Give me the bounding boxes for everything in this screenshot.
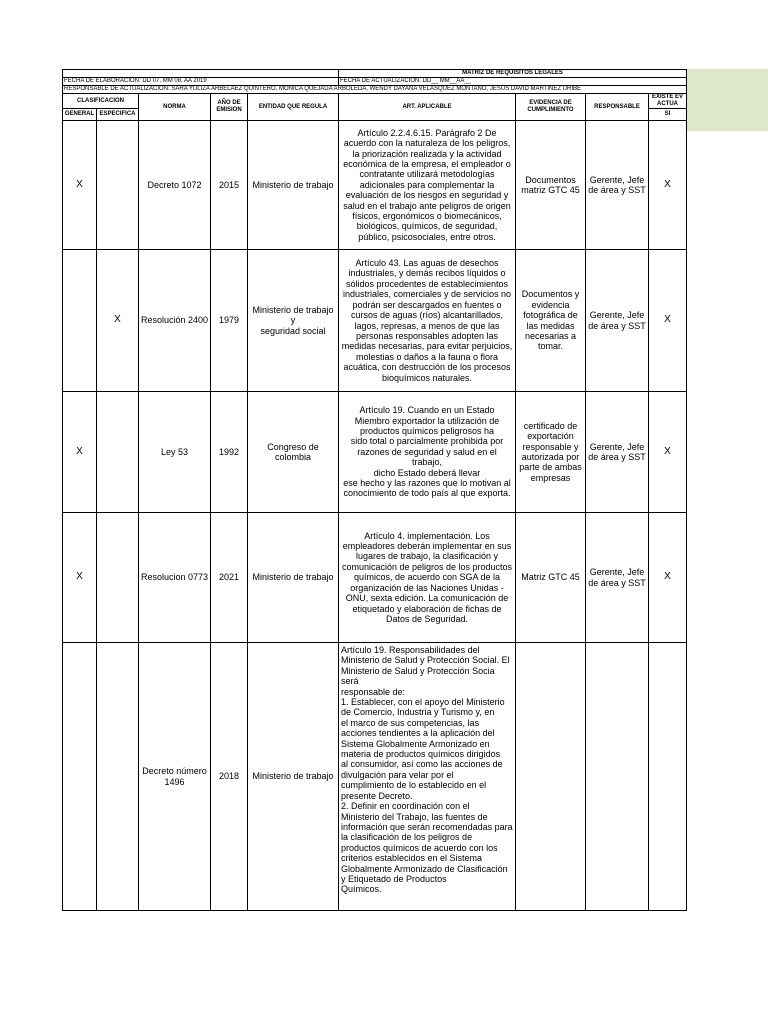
articulo-cell: Artículo 4. implementación. Los empleadores deberán implementar en sus lugares de trabajo, la clasificación y comunicación de peligros de los productos químicos, de acuerdo con SGA de la organización de las Naciones Unidas - ONU, sexta edición. La comunicación de etiquetado y elaboración de fichas de Datos de Seguridad. [339,513,516,643]
norma-cell: Ley 53 [139,392,211,513]
norma-cell: Resolución 2400 [139,250,211,392]
table-row [63,392,687,513]
norma-cell: Decreto 1072 [139,121,211,250]
responsable-cell: Gerente, Jefe de área y SST [586,250,649,392]
responsable-cell: Gerente, Jefe de área y SST [586,121,649,250]
anio-cell: 2018 [211,643,248,911]
matrix-title: MATRIZ DE REQUISITOS LEGALES [339,70,687,78]
anio-cell: 1992 [211,392,248,513]
fecha-actualizacion: FECHA DE ACTUALIZACION: DD__ MM__AA__ [339,78,687,86]
entidad-cell: Ministerio de trabajo [248,513,339,643]
col-responsable: RESPONSABLE [586,94,649,121]
especifica-cell [97,643,139,911]
table-row [63,513,687,643]
responsables: RESPONSABLE DE ACTUALIZACION: SARA YULIZA ARBELAEZ QUINTERO, MONICA QUEJADA ARBOLEDA, WENDY DAYANA VELASQUEZ MONTAÑO, JESUS DAVID MARTINEZ URIBE [63,86,687,94]
col-clasificacion: CLASIFICACION [63,94,139,109]
table-row [63,250,687,392]
norma-cell: Resolucion 0773 [139,513,211,643]
evidencia-cell: certificado de exportación responsable y autorizada por parte de ambas empresas [516,392,586,513]
col-anio: AÑO DE EMISION [211,94,248,121]
entidad-cell: Ministerio de trabajo [248,643,339,911]
si-cell: X [649,121,687,250]
entidad-cell: Congreso de colombia [248,392,339,513]
articulo-cell: Artículo 2.2.4.6.15. Parágrafo 2 De acuerdo con la naturaleza de los peligros, la priorización realizada y la actividad económica de la empresa, el empleador o contratante utilizará metodologías adicionales para complementar la evaluación de los riesgos en seguridad y salud en el trabajo ante peligros de origen físicos, ergonómicos o biomecánicos, biológicos, químicos, de seguridad, público, psicosociales, entre otros. [339,121,516,250]
evidencia-cell: Documentos matriz GTC 45 [516,121,586,250]
si-cell: X [649,392,687,513]
responsable-cell [586,643,649,911]
norma-cell: Decreto número 1496 [139,643,211,911]
blank-cell [63,70,339,78]
responsable-cell: Gerente, Jefe de área y SST [586,513,649,643]
evidencia-cell: Documentos y evidencia fotográfica de las medidas necesarias a tomar. [516,250,586,392]
especifica-cell: X [97,250,139,392]
table-row [63,643,687,911]
evidencia-cell: Matriz GTC 45 [516,513,586,643]
anio-cell: 2021 [211,513,248,643]
entidad-cell: Ministerio de trabajo y seguridad social [248,250,339,392]
responsable-cell: Gerente, Jefe de área y SST [586,392,649,513]
si-cell: X [649,513,687,643]
col-norma: NORMA [139,94,211,121]
col-existe: EXISTE EV ACTUA [649,94,687,109]
col-articulo: ART. APLICABLE [339,94,516,121]
articulo-cell: Artículo 19. Cuando en un Estado Miembro exportador la utilización de productos químicos peligrosos ha sido total o parcialmente prohibida por razones de seguridad y salud en el trabajo, dicho Estado deberá llevar ese hecho y las razones que lo motivan al conocimiento de todo país al que exporta. [339,392,516,513]
articulo-cell: Artículo 43. Las aguas de desechos industriales, y demás recibos líquidos o sólidos procedentes de establecimientos industriales, comerciales y de servicios no podrán ser descargados en fuentes o cursos de aguas (ríos) alcantarillados, lagos, represas, a menos de que las personas responsables adopten las medidas necesarias, para evitar perjuicios, molestias o daños a la fauna o flora acuática, con destrucción de los procesos bioquímicos naturales. [339,250,516,392]
especifica-cell [97,513,139,643]
legal-requirements-matrix [62,69,687,911]
fecha-elaboracion: FECHA DE ELABORACION: DD 07, MM 08, AA 2019 [63,78,339,86]
header-highlight [686,69,768,131]
general-cell [63,250,97,392]
general-cell [63,643,97,911]
general-cell: X [63,121,97,250]
evidencia-cell [516,643,586,911]
general-cell: X [63,513,97,643]
general-cell: X [63,392,97,513]
col-entidad: ENTIDAD QUE REGULA [248,94,339,121]
col-general: GENERAL [63,109,97,121]
especifica-cell [97,392,139,513]
si-cell: X [649,250,687,392]
especifica-cell [97,121,139,250]
articulo-cell: Artículo 19. Responsabilidades del Ministerio de Salud y Protección Social. El Ministerio de Salud y Protección Socia será responsable de: 1. Establecer, con el apoyo del Ministerio de Comercio, Industria y Turismo y, en el marco de sus competencias, las acciones tendientes a la aplicación del Sistema Globalmente Armonizado en materia de productos químicos dirigidos al consumidor, así como las acciones de divulgación para velar por el cumplimiento de lo establecido en el presente Decreto. 2. Definir en coordinación con el Ministerio del Trabajo, las fuentes de información que serán recomendadas para la clasificación de los peligros de productos químicos de acuerdo con los criterios establecidos en el Sistema Globalmente Armonizado de Clasificación y Etiquetado de Productos Químicos. [339,643,516,911]
anio-cell: 1979 [211,250,248,392]
si-cell [649,643,687,911]
col-evidencia: EVIDENCIA DE CUMPLIMIENTO [516,94,586,121]
col-especifica: ESPECIFICA [97,109,139,121]
table-row [63,121,687,250]
anio-cell: 2015 [211,121,248,250]
entidad-cell: Ministerio de trabajo [248,121,339,250]
col-si: SI [649,109,687,121]
